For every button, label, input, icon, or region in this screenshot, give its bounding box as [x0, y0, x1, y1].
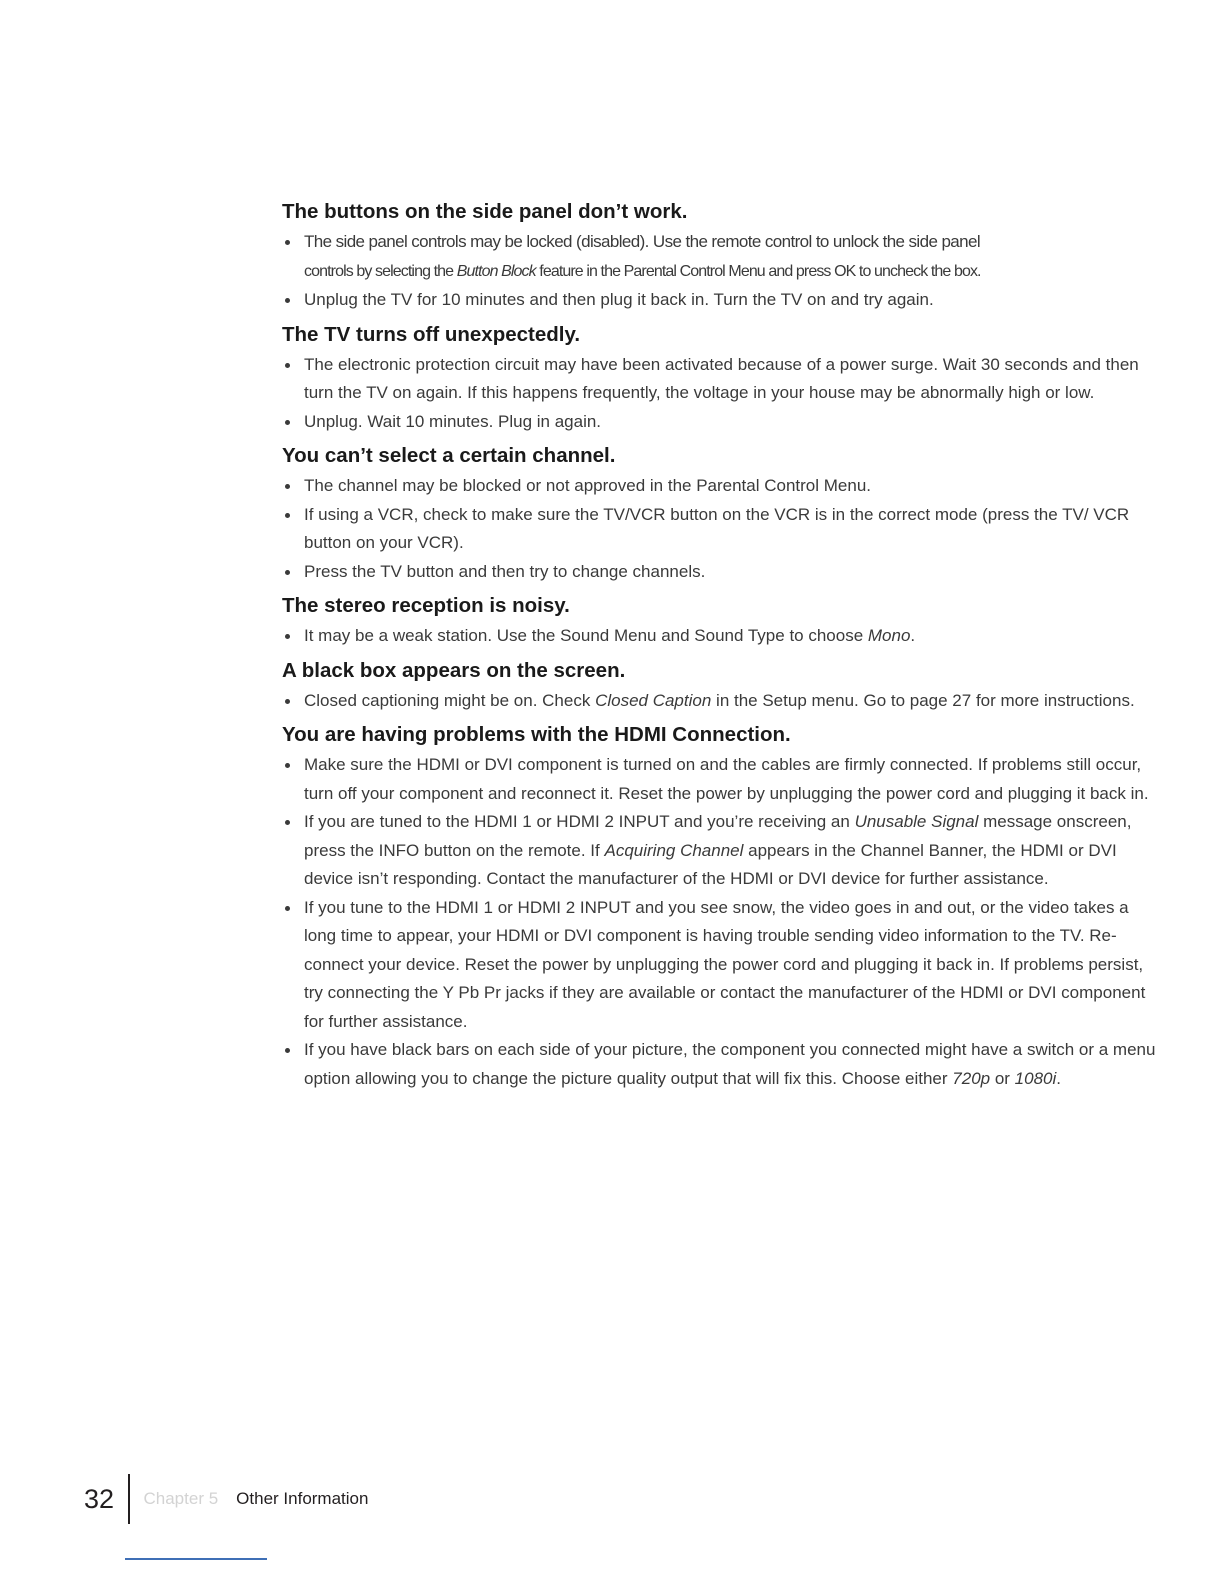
list-item: Unplug. Wait 10 minutes. Plug in again.: [282, 408, 1162, 437]
section-tv-turns-off: [282, 321, 1162, 437]
text-run: controls by selecting the: [304, 262, 457, 280]
text-run: message onscreen, press the INFO button on the remote. If: [304, 812, 1132, 860]
chapter-title: Other Information: [236, 1489, 369, 1508]
italic-term: 1080i: [1014, 1068, 1057, 1088]
section-heading: The TV turns off unexpectedly.: [282, 322, 581, 346]
bullet-list: [282, 622, 1162, 651]
section-black-box: [282, 657, 1162, 716]
italic-term: Unusable Signal: [854, 812, 979, 831]
list-item: [282, 1036, 1162, 1093]
footer-divider: [128, 1474, 130, 1524]
section-heading: The buttons on the side panel don’t work.: [282, 200, 688, 223]
bullet-list: [282, 472, 1162, 586]
page-footer: [84, 1474, 368, 1524]
italic-term: 720p: [952, 1068, 991, 1088]
italic-term: Button Block: [456, 262, 536, 280]
text-run: If you have black bars on each side of your picture, the component you connected might have a switch or a menu option allowing you to change the picture quality output that will fix this. Choose either: [304, 1040, 1156, 1088]
text-run: .: [1056, 1068, 1062, 1088]
section-heading: You are having problems with the HDMI Connection.: [282, 723, 791, 746]
bullet-list: [282, 687, 1162, 716]
section-hdmi-problems: [282, 721, 1162, 1093]
section-side-panel-buttons: [282, 198, 1162, 315]
list-item: The channel may be blocked or not approved in the Parental Control Menu.: [282, 472, 1162, 501]
list-item: [282, 687, 1162, 716]
text-run: If you are tuned to the HDMI 1 or HDMI 2 INPUT and you’re receiving an: [304, 812, 855, 831]
text-run: or: [990, 1068, 1015, 1088]
text-run: appears in the Channel Banner, the HDMI or DVI device isn’t responding. Contact the manufacturer of the HDMI or DVI device for further assistance.: [304, 840, 1117, 888]
footer-rule: [125, 1558, 267, 1560]
italic-term: Closed Caption: [595, 690, 712, 710]
list-item: If you tune to the HDMI 1 or HDMI 2 INPUT and you see snow, the video goes in and out, or the video takes a long time to appear, your HDMI or DVI component is having trouble sending video information to the TV. Re-connect your device. Reset the power by unplugging the power cord and plugging it back in. If problems persist, try connecting the Y Pb Pr jacks if they are available or contact the manufacturer of the HDMI or DVI component for further assistance.: [282, 894, 1162, 1037]
section-heading: The stereo reception is noisy.: [282, 594, 570, 617]
text-run: in the Setup menu. Go to page 27 for more instructions.: [711, 690, 1135, 710]
section-stereo-noisy: [282, 592, 1162, 651]
list-item: If using a VCR, check to make sure the TV/VCR button on the VCR is in the correct mode (press the TV/ VCR button on your VCR).: [282, 501, 1162, 558]
bullet-list: [282, 751, 1162, 1093]
list-item: The electronic protection circuit may have been activated because of a power surge. Wait 30 seconds and then turn the TV on again. If this happens frequently, the voltage in your house may be abnormally high or low.: [282, 351, 1162, 408]
section-channel-select: [282, 442, 1162, 586]
bullet-text-line2: [304, 263, 981, 280]
text-run: Closed captioning might be on. Check: [304, 690, 596, 710]
bullet-text: The side panel controls may be locked (disabled). Use the remote control to unlock the side panel: [304, 232, 981, 251]
page-number: 32: [84, 1483, 115, 1514]
text-run: feature in the Parental Control Menu and press OK to uncheck the box.: [535, 262, 981, 280]
troubleshooting-content: [282, 198, 1162, 1099]
chapter-label: Chapter 5: [143, 1489, 219, 1508]
italic-term: Mono: [867, 626, 911, 645]
list-item: [282, 808, 1162, 894]
list-item: [282, 228, 1162, 286]
list-item: Press the TV button and then try to change channels.: [282, 558, 1162, 587]
bullet-list: [282, 351, 1162, 437]
list-item: [282, 622, 1162, 651]
section-heading: You can’t select a certain channel.: [282, 444, 616, 467]
italic-term: Acquiring Channel: [604, 840, 744, 860]
list-item: Make sure the HDMI or DVI component is turned on and the cables are firmly connected. If problems still occur, turn off your component and reconnect it. Reset the power by unplugging the power cord and plugging it back in.: [282, 751, 1162, 808]
text-run: .: [910, 626, 916, 645]
section-heading: A black box appears on the screen.: [282, 658, 626, 682]
bullet-list: [282, 228, 1162, 315]
list-item: Unplug the TV for 10 minutes and then plug it back in. Turn the TV on and try again.: [282, 286, 1162, 315]
text-run: It may be a weak station. Use the Sound Menu and Sound Type to choose: [304, 626, 868, 645]
